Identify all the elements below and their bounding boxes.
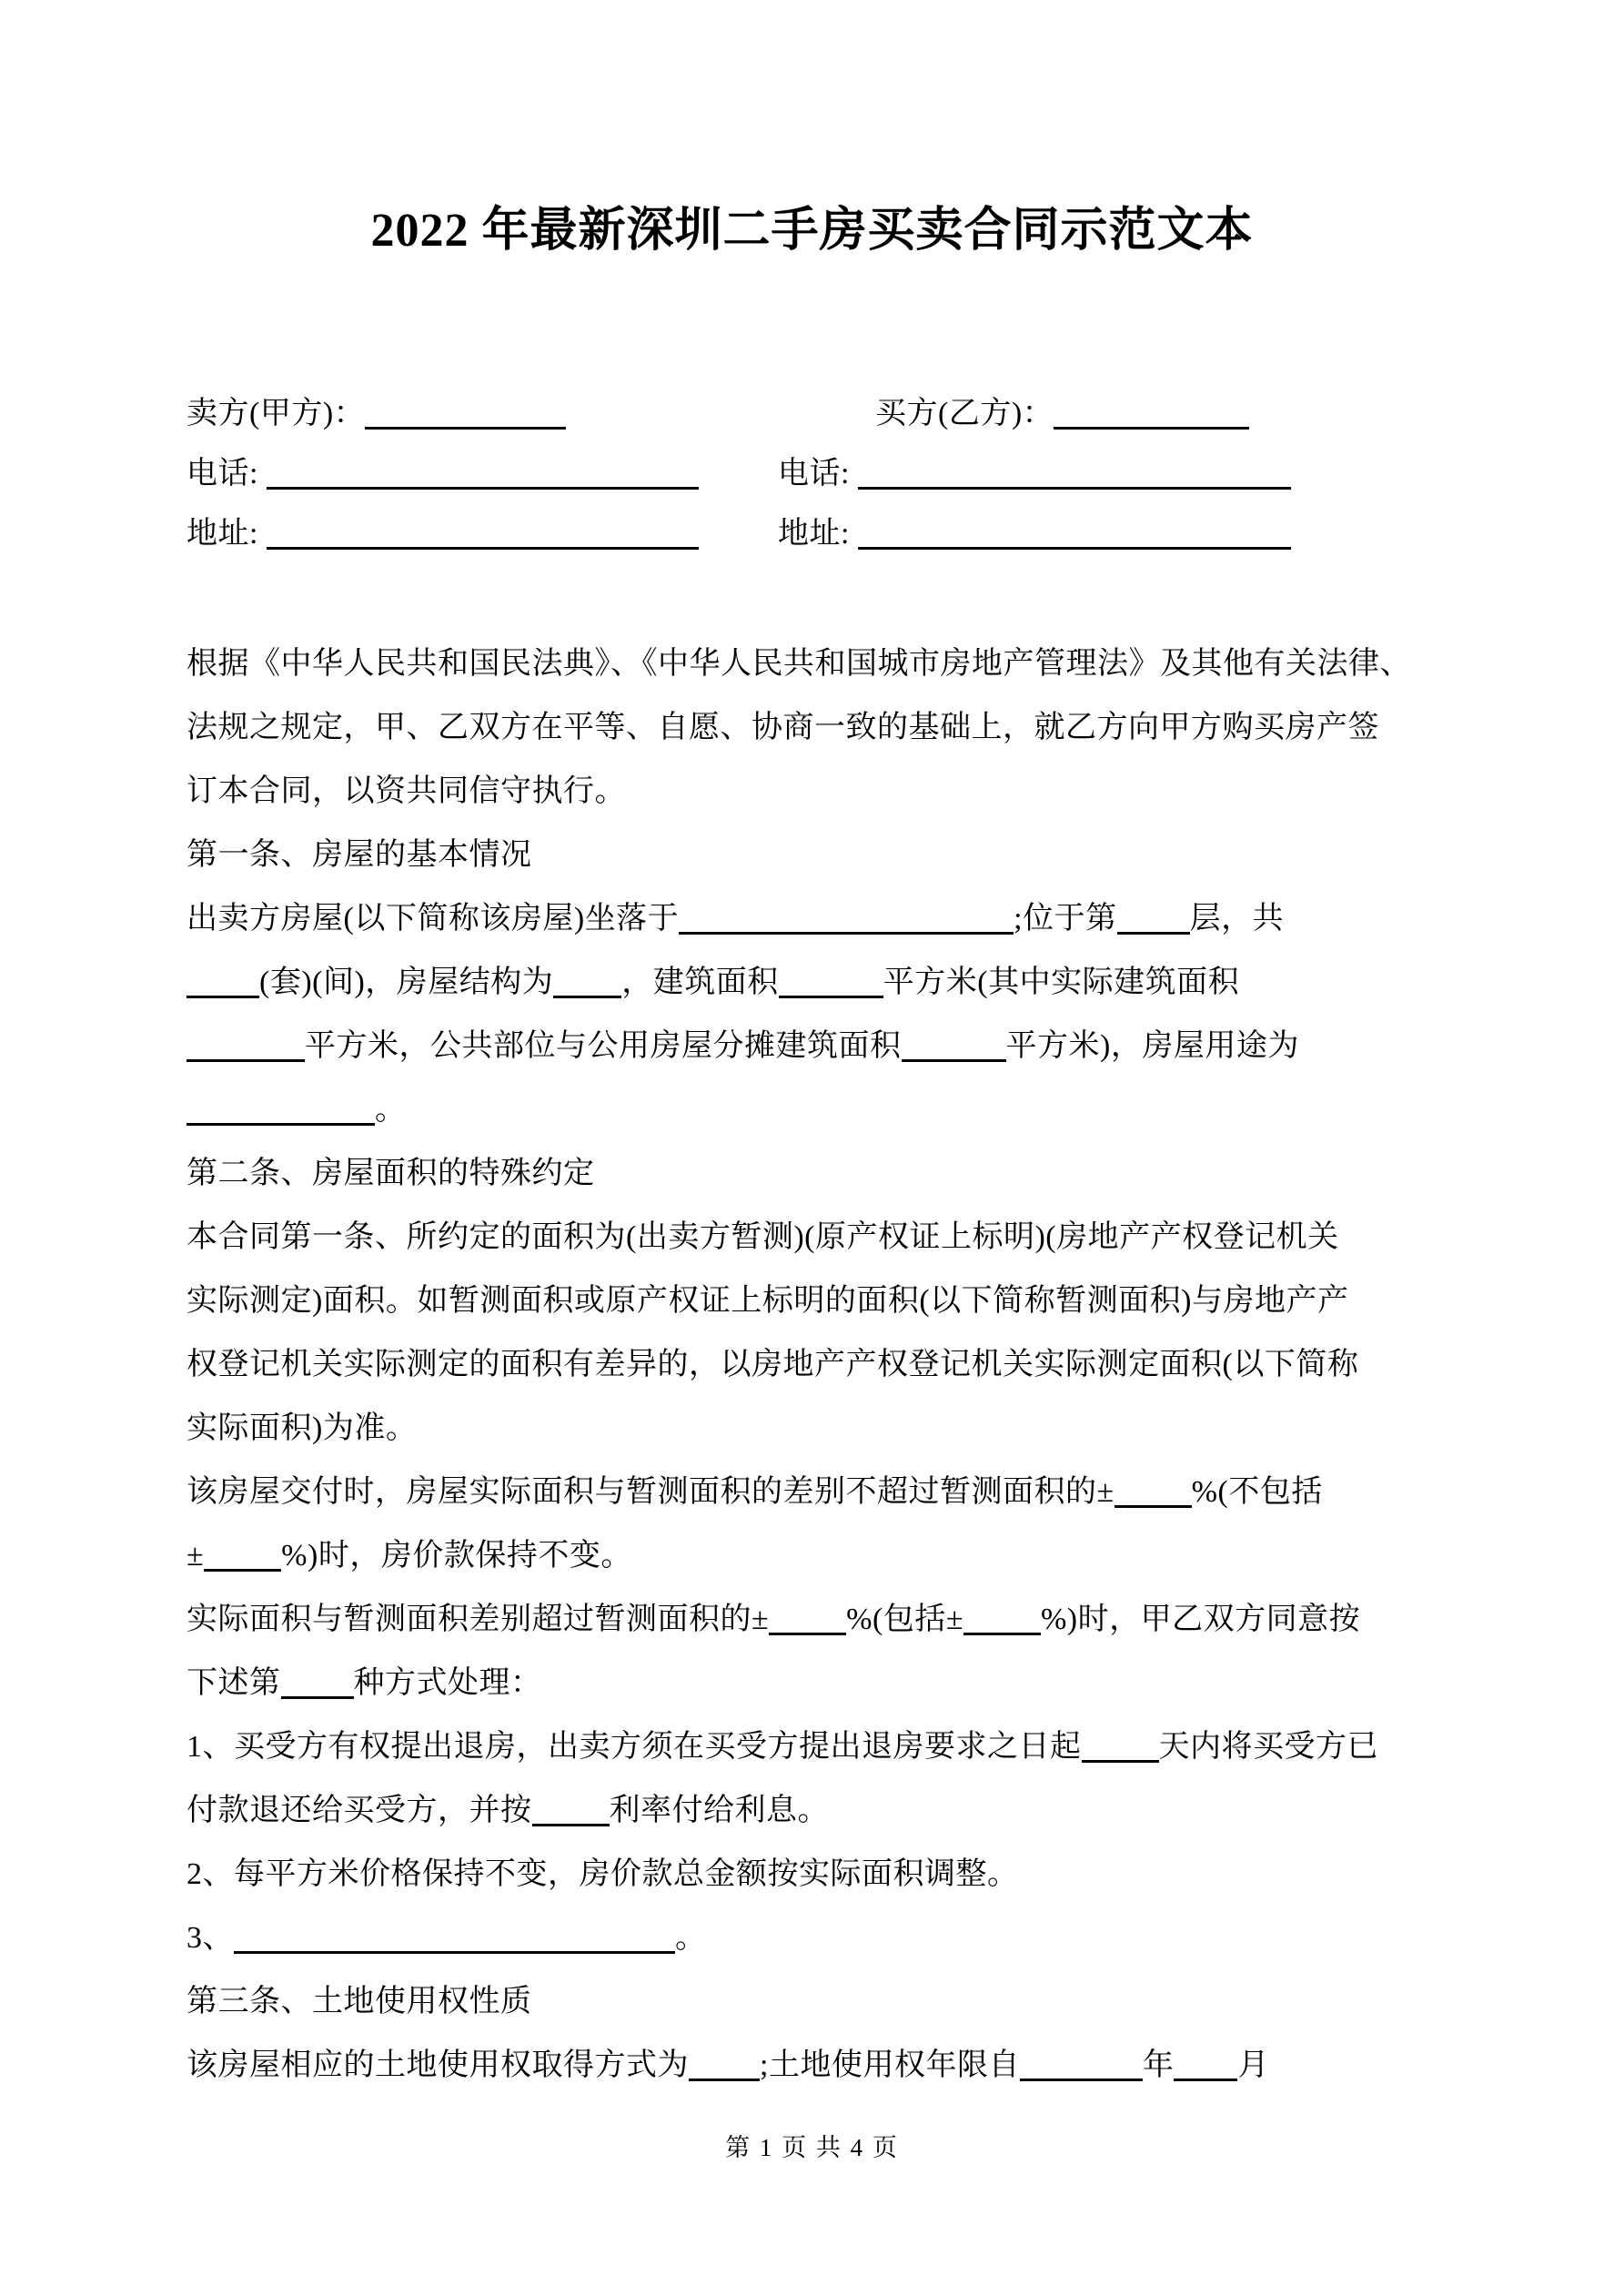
text-run: ;土地使用权年限自 (760, 2048, 1020, 2082)
field-label: 电话: (778, 457, 858, 491)
text-run: 月 (1237, 2048, 1269, 2082)
field-label: 卖方(甲方)： (187, 397, 366, 430)
body-line (187, 760, 1456, 824)
party-field (778, 444, 1291, 504)
text-run: ;位于第 (1014, 902, 1117, 936)
party-rows (187, 384, 1456, 564)
blank-line (267, 516, 699, 550)
text-run: 付款退还给买受方，并按 (187, 1794, 532, 1827)
party-row (187, 384, 1456, 444)
blank-line (204, 1538, 281, 1572)
blank-line (1020, 2048, 1143, 2081)
body-line (187, 1588, 1456, 1652)
body-line (187, 1269, 1456, 1333)
body-line (187, 1461, 1456, 1524)
blank-line (187, 965, 259, 998)
text-run: 出卖方房屋(以下简称该房屋)坐落于 (187, 902, 680, 936)
text-run: 订本合同，以资共同信守执行。 (187, 774, 626, 808)
body-line (187, 1843, 1456, 1907)
text-run: 1、买受方有权提出退房，出卖方须在买受方提出退房要求之日起 (187, 1730, 1082, 1764)
field-label: 买方(乙方)： (875, 397, 1054, 430)
text-run: 实际面积与暂测面积差别超过暂测面积的± (187, 1603, 770, 1636)
party-field (187, 504, 699, 564)
field-label: 电话: (187, 457, 267, 491)
text-run: 第三条、土地使用权性质 (187, 1985, 532, 2018)
text-run: 平方米，公共部位与公用房屋分摊建筑面积 (305, 1029, 902, 1063)
party-field (187, 384, 566, 444)
text-run: (套)(间)，房屋结构为 (259, 966, 554, 999)
text-run: 实际面积)为准。 (187, 1411, 418, 1445)
party-row (187, 444, 1456, 504)
party-field (187, 444, 699, 504)
text-run: 平方米)，房屋用途为 (1005, 1029, 1299, 1063)
blank-line (779, 965, 883, 998)
body-line (187, 887, 1456, 951)
blank-line (1054, 396, 1249, 430)
text-run: 权登记机关实际测定的面积有差异的，以房地产产权登记机关实际测定面积(以下简称 (187, 1348, 1359, 1381)
text-run: 2、每平方米价格保持不变，房价款总金额按实际面积调整。 (187, 1857, 1019, 1891)
field-label: 地址: (187, 517, 267, 551)
text-run: 3、 (187, 1921, 234, 1955)
blank-line (1174, 2048, 1237, 2081)
document-title: 2022 年最新深圳二手房买卖合同示范文本 (370, 205, 1254, 257)
text-run: ± (187, 1539, 205, 1573)
text-run: 第一条、房屋的基本情况 (187, 838, 532, 872)
party-row (187, 504, 1456, 564)
text-run: 层，共 (1189, 902, 1285, 936)
text-run: 天内将买受方已 (1158, 1730, 1378, 1764)
text-run: 第二条、房屋面积的特殊约定 (187, 1157, 595, 1190)
body-line (187, 951, 1456, 1015)
blank-line (267, 456, 699, 490)
text-run: 。 (675, 1921, 707, 1955)
text-run: %(包括± (846, 1603, 963, 1636)
body-line (187, 1142, 1456, 1206)
blank-line (902, 1028, 1006, 1062)
text-run: 本合同第一条、所约定的面积为(出卖方暂测)(原产权证上标明)(房地产产权登记机关 (187, 1220, 1339, 1254)
text-run: %)时，甲乙双方同意按 (1040, 1603, 1361, 1636)
body-line (187, 2034, 1456, 2098)
body-line (187, 1524, 1456, 1588)
text-run: 该房屋交付时，房屋实际面积与暂测面积的差别不超过暂测面积的± (187, 1475, 1115, 1509)
body-line (187, 1397, 1456, 1461)
blank-line (858, 516, 1291, 550)
body-line (187, 1779, 1456, 1843)
body-line (187, 824, 1456, 887)
text-run: %)时，房价款保持不变。 (281, 1539, 632, 1573)
text-run: 。 (375, 1093, 407, 1127)
blank-line (1117, 901, 1190, 935)
body-line (187, 1715, 1456, 1779)
text-run: 法规之规定，甲、乙双方在平等、自愿、协商一致的基础上，就乙方向甲方购买房产签 (187, 711, 1379, 744)
blank-line (553, 965, 621, 998)
blank-line (187, 1028, 305, 1062)
blank-line (281, 1665, 354, 1699)
blank-line (234, 1920, 675, 1954)
blank-line (365, 396, 566, 430)
contract-body (187, 632, 1456, 2098)
text-run: ，建筑面积 (621, 966, 779, 999)
text-run: 利率付给利息。 (609, 1794, 829, 1827)
body-line (187, 632, 1456, 696)
text-run: 该房屋相应的土地使用权取得方式为 (187, 2048, 689, 2082)
blank-line (1115, 1474, 1192, 1508)
party-field (875, 384, 1249, 444)
page-number-footer: 第 1 页 共 4 页 (725, 2134, 899, 2161)
text-run: 年 (1142, 2048, 1175, 2082)
blank-line (532, 1793, 610, 1826)
blank-line (769, 1602, 846, 1635)
party-field (778, 504, 1291, 564)
text-run: %(不包括 (1191, 1475, 1323, 1509)
body-line (187, 696, 1456, 760)
blank-line (858, 456, 1291, 490)
text-run: 下述第 (187, 1666, 281, 1700)
blank-line (963, 1602, 1041, 1635)
body-line (187, 1907, 1456, 1970)
blank-line (1082, 1729, 1159, 1763)
body-line (187, 1206, 1456, 1269)
text-run: 平方米(其中实际建筑面积 (883, 966, 1240, 999)
text-run: 根据《中华人民共和国民法典》、《中华人民共和国城市房地产管理法》及其他有关法律、 (187, 647, 1411, 681)
text-run: 实际测定)面积。如暂测面积或原产权证上标明的面积(以下简称暂测面积)与房地产产 (187, 1284, 1349, 1318)
body-line (187, 1015, 1456, 1078)
body-line (187, 1652, 1456, 1715)
body-line (187, 1970, 1456, 2034)
blank-line (679, 901, 1014, 935)
text-run: 种方式处理： (353, 1666, 542, 1700)
body-line (187, 1078, 1456, 1142)
field-label: 地址: (778, 517, 858, 551)
blank-line (187, 1092, 375, 1126)
body-line (187, 1333, 1456, 1397)
blank-line (689, 2048, 760, 2081)
